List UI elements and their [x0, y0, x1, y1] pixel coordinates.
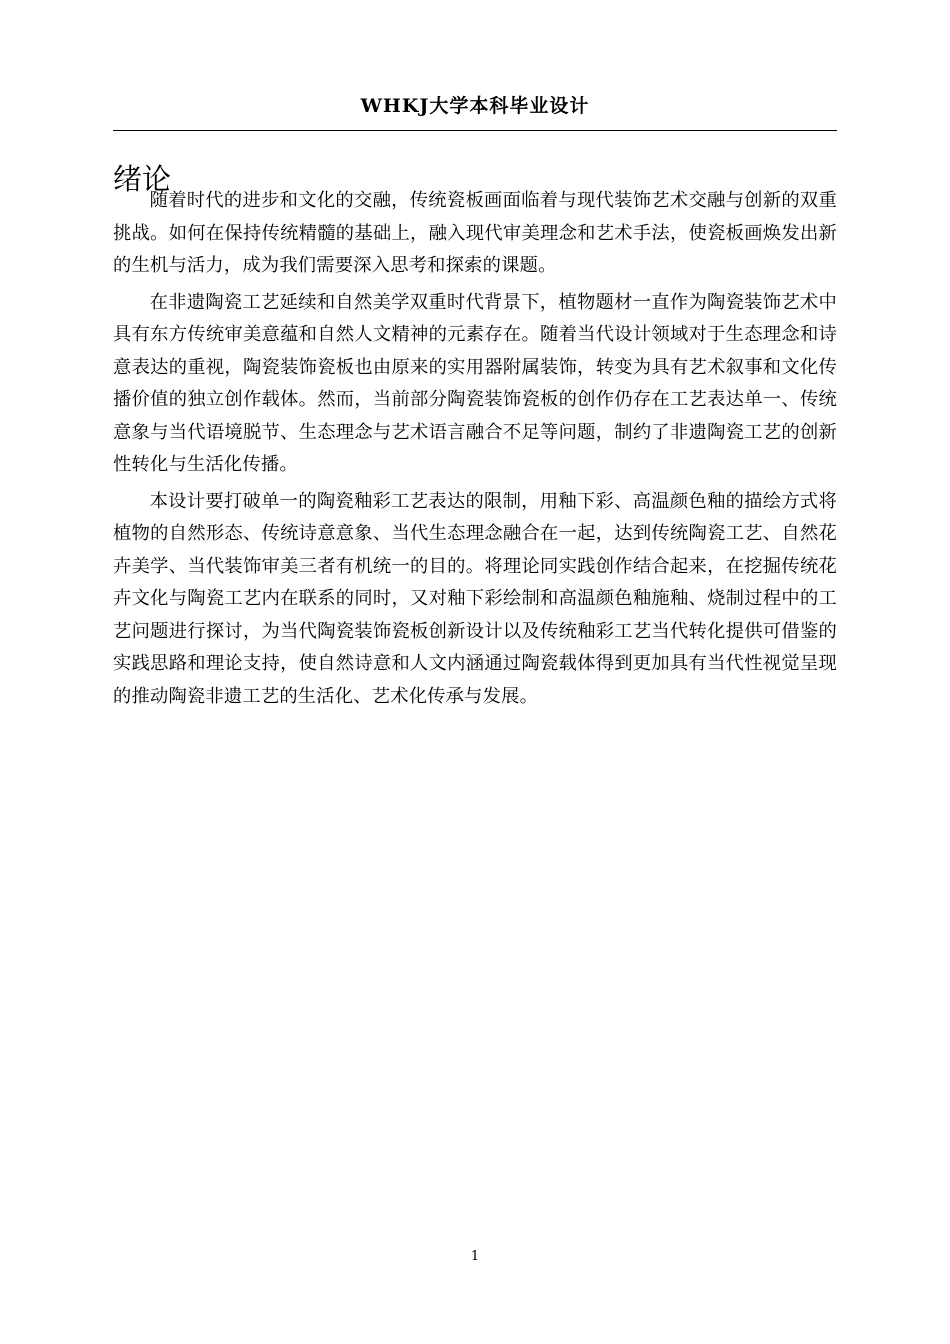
- header-divider: [113, 130, 837, 131]
- section-heading: 绪论: [113, 162, 172, 197]
- running-header: WHKJ大学本科毕业设计: [360, 95, 590, 117]
- paragraph-2: 在非遗陶瓷工艺延续和自然美学双重时代背景下，植物题材一直作为陶瓷装饰艺术中具有东方传统审美意蕴和自然人文精神的元素存在。随着当代设计领域对于生态理念和诗意表达的重视，陶瓷装饰瓷板也由原来的实用器附属装饰，转变为具有艺术叙事和文化传播价值的独立创作载体。然而，当前部分陶瓷装饰瓷板的创作仍存在工艺表达单一、传统意象与当代语境脱节、生态理念与艺术语言融合不足等问题，制约了非遗陶瓷工艺的创新性转化与生活化传播。: [113, 291, 837, 475]
- paragraph-3: 本设计要打破单一的陶瓷釉彩工艺表达的限制，用釉下彩、高温颜色釉的描绘方式将植物的自然形态、传统诗意意象、当代生态理念融合在一起，达到传统陶瓷工艺、自然花卉美学、当代装饰审美三者有机统一的目的。将理论同实践创作结合起来，在挖掘传统花卉文化与陶瓷工艺内在联系的同时，又对釉下彩绘制和高温颜色釉施釉、烧制过程中的工艺问题进行探讨，为当代陶瓷装饰瓷板创新设计以及传统釉彩工艺当代转化提供可借鉴的实践思路和理论支持，使自然诗意和人文内涵通过陶瓷载体得到更加具有当代性视觉呈现的推动陶瓷非遗工艺的生活化、艺术化传承与发展。: [113, 490, 837, 707]
- body-text: [113, 185, 837, 717]
- page-number: 1: [470, 1249, 480, 1264]
- paragraph-1: 随着时代的进步和文化的交融，传统瓷板画面临着与现代装饰艺术交融与创新的双重挑战。如何在保持传统精髓的基础上，融入现代审美理念和艺术手法，使瓷板画焕发出新的生机与活力，成为我们需要深入思考和探索的课题。: [113, 190, 837, 276]
